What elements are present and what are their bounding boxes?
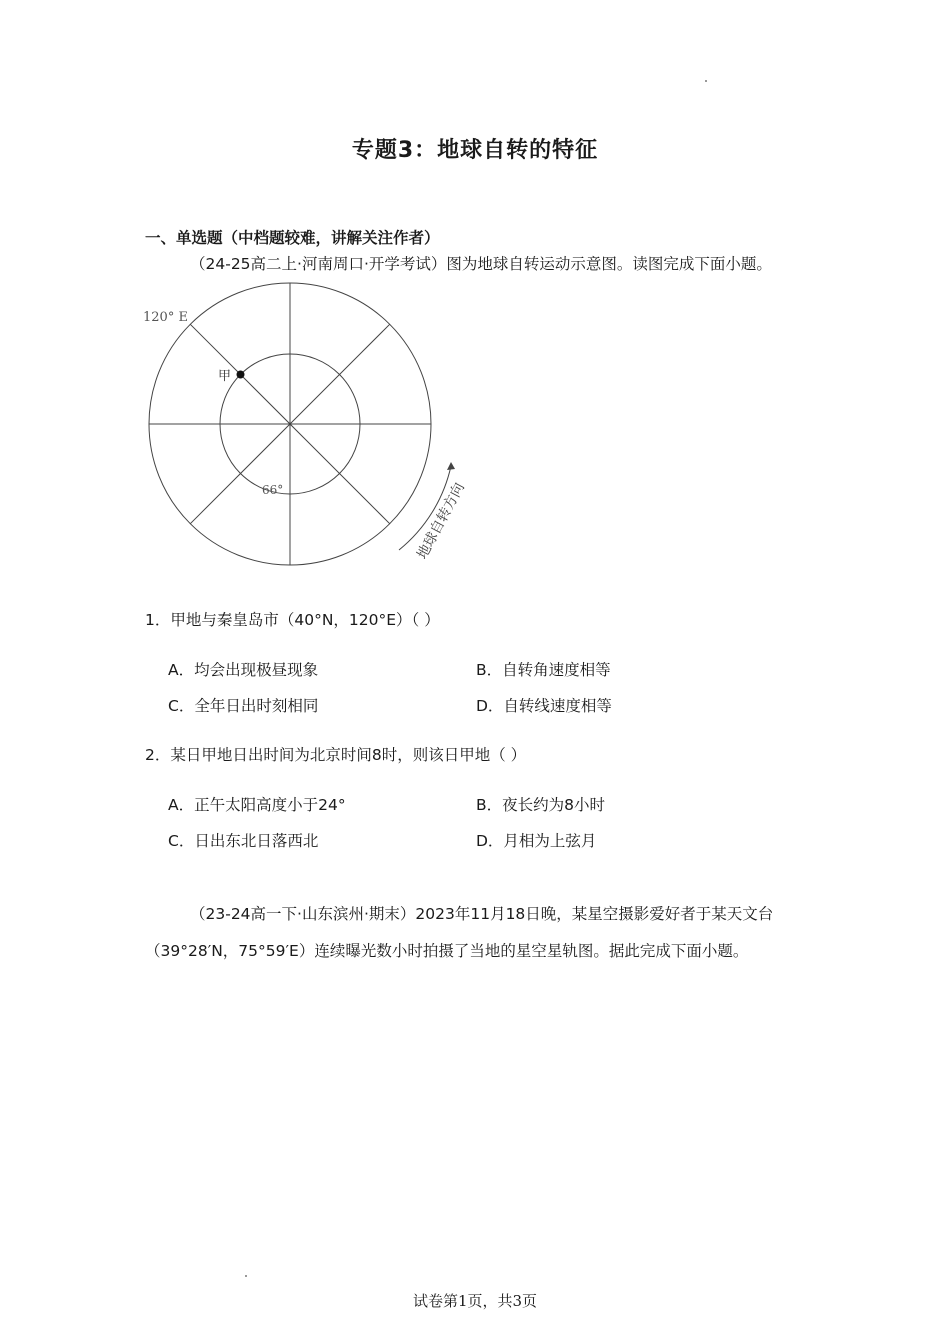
question-1-option-c[interactable]: C．全年日出时刻相同: [168, 697, 319, 715]
question-2-option-d[interactable]: D．月相为上弦月: [476, 832, 597, 850]
corner-mark-bottom: [245, 1275, 247, 1277]
question-1-option-b[interactable]: B．自转角速度相等: [476, 661, 611, 679]
earth-rotation-figure: [135, 280, 485, 575]
section-heading-label: 一、单选题: [145, 229, 223, 247]
question-group-intro-1: （24-25高二上·河南周口·开学考试）图为地球自转运动示意图。读图完成下面小题。: [190, 255, 772, 273]
page-title: 专题3：地球自转的特征: [351, 138, 599, 163]
question-2-option-b[interactable]: B．夜长约为8小时: [476, 796, 605, 814]
page-footer: 试卷第1页，共3页: [412, 1292, 538, 1310]
question-1-stem: 1．甲地与秦皇岛市（40°N，120°E）（ ）: [145, 611, 440, 629]
point-jia-marker: [237, 371, 245, 379]
rotation-arrow-head: [447, 462, 455, 470]
question-group-intro-2: [145, 896, 810, 970]
corner-mark-top: [705, 80, 707, 82]
section-heading: [145, 226, 440, 248]
label-jia: 甲: [218, 369, 232, 384]
label-66: 66°: [262, 483, 284, 497]
question-2-stem: 2．某日甲地日出时间为北京时间8时，则该日甲地（ ）: [145, 746, 527, 764]
question-1-option-a[interactable]: A．均会出现极昼现象: [168, 661, 319, 679]
question-2-option-a[interactable]: A．正午太阳高度小于24°: [168, 796, 346, 814]
rotation-direction-label: 地球自转方向: [414, 480, 468, 562]
question-1-option-d[interactable]: D．自转线速度相等: [476, 697, 612, 715]
section-note: （中档题较难，讲解关注作者）: [222, 229, 440, 247]
question-group-intro-2-text: （23-24高一下·山东滨州·期末）2023年11月18日晚，某星空摄影爱好者于某天文台（39°28′N，75°59′E）连续曝光数小时拍摄了当地的星空星轨图。据此完成下面小题。: [145, 905, 774, 960]
question-2-option-c[interactable]: C．日出东北日落西北: [168, 832, 319, 850]
label-120e: 120° E: [143, 310, 188, 325]
